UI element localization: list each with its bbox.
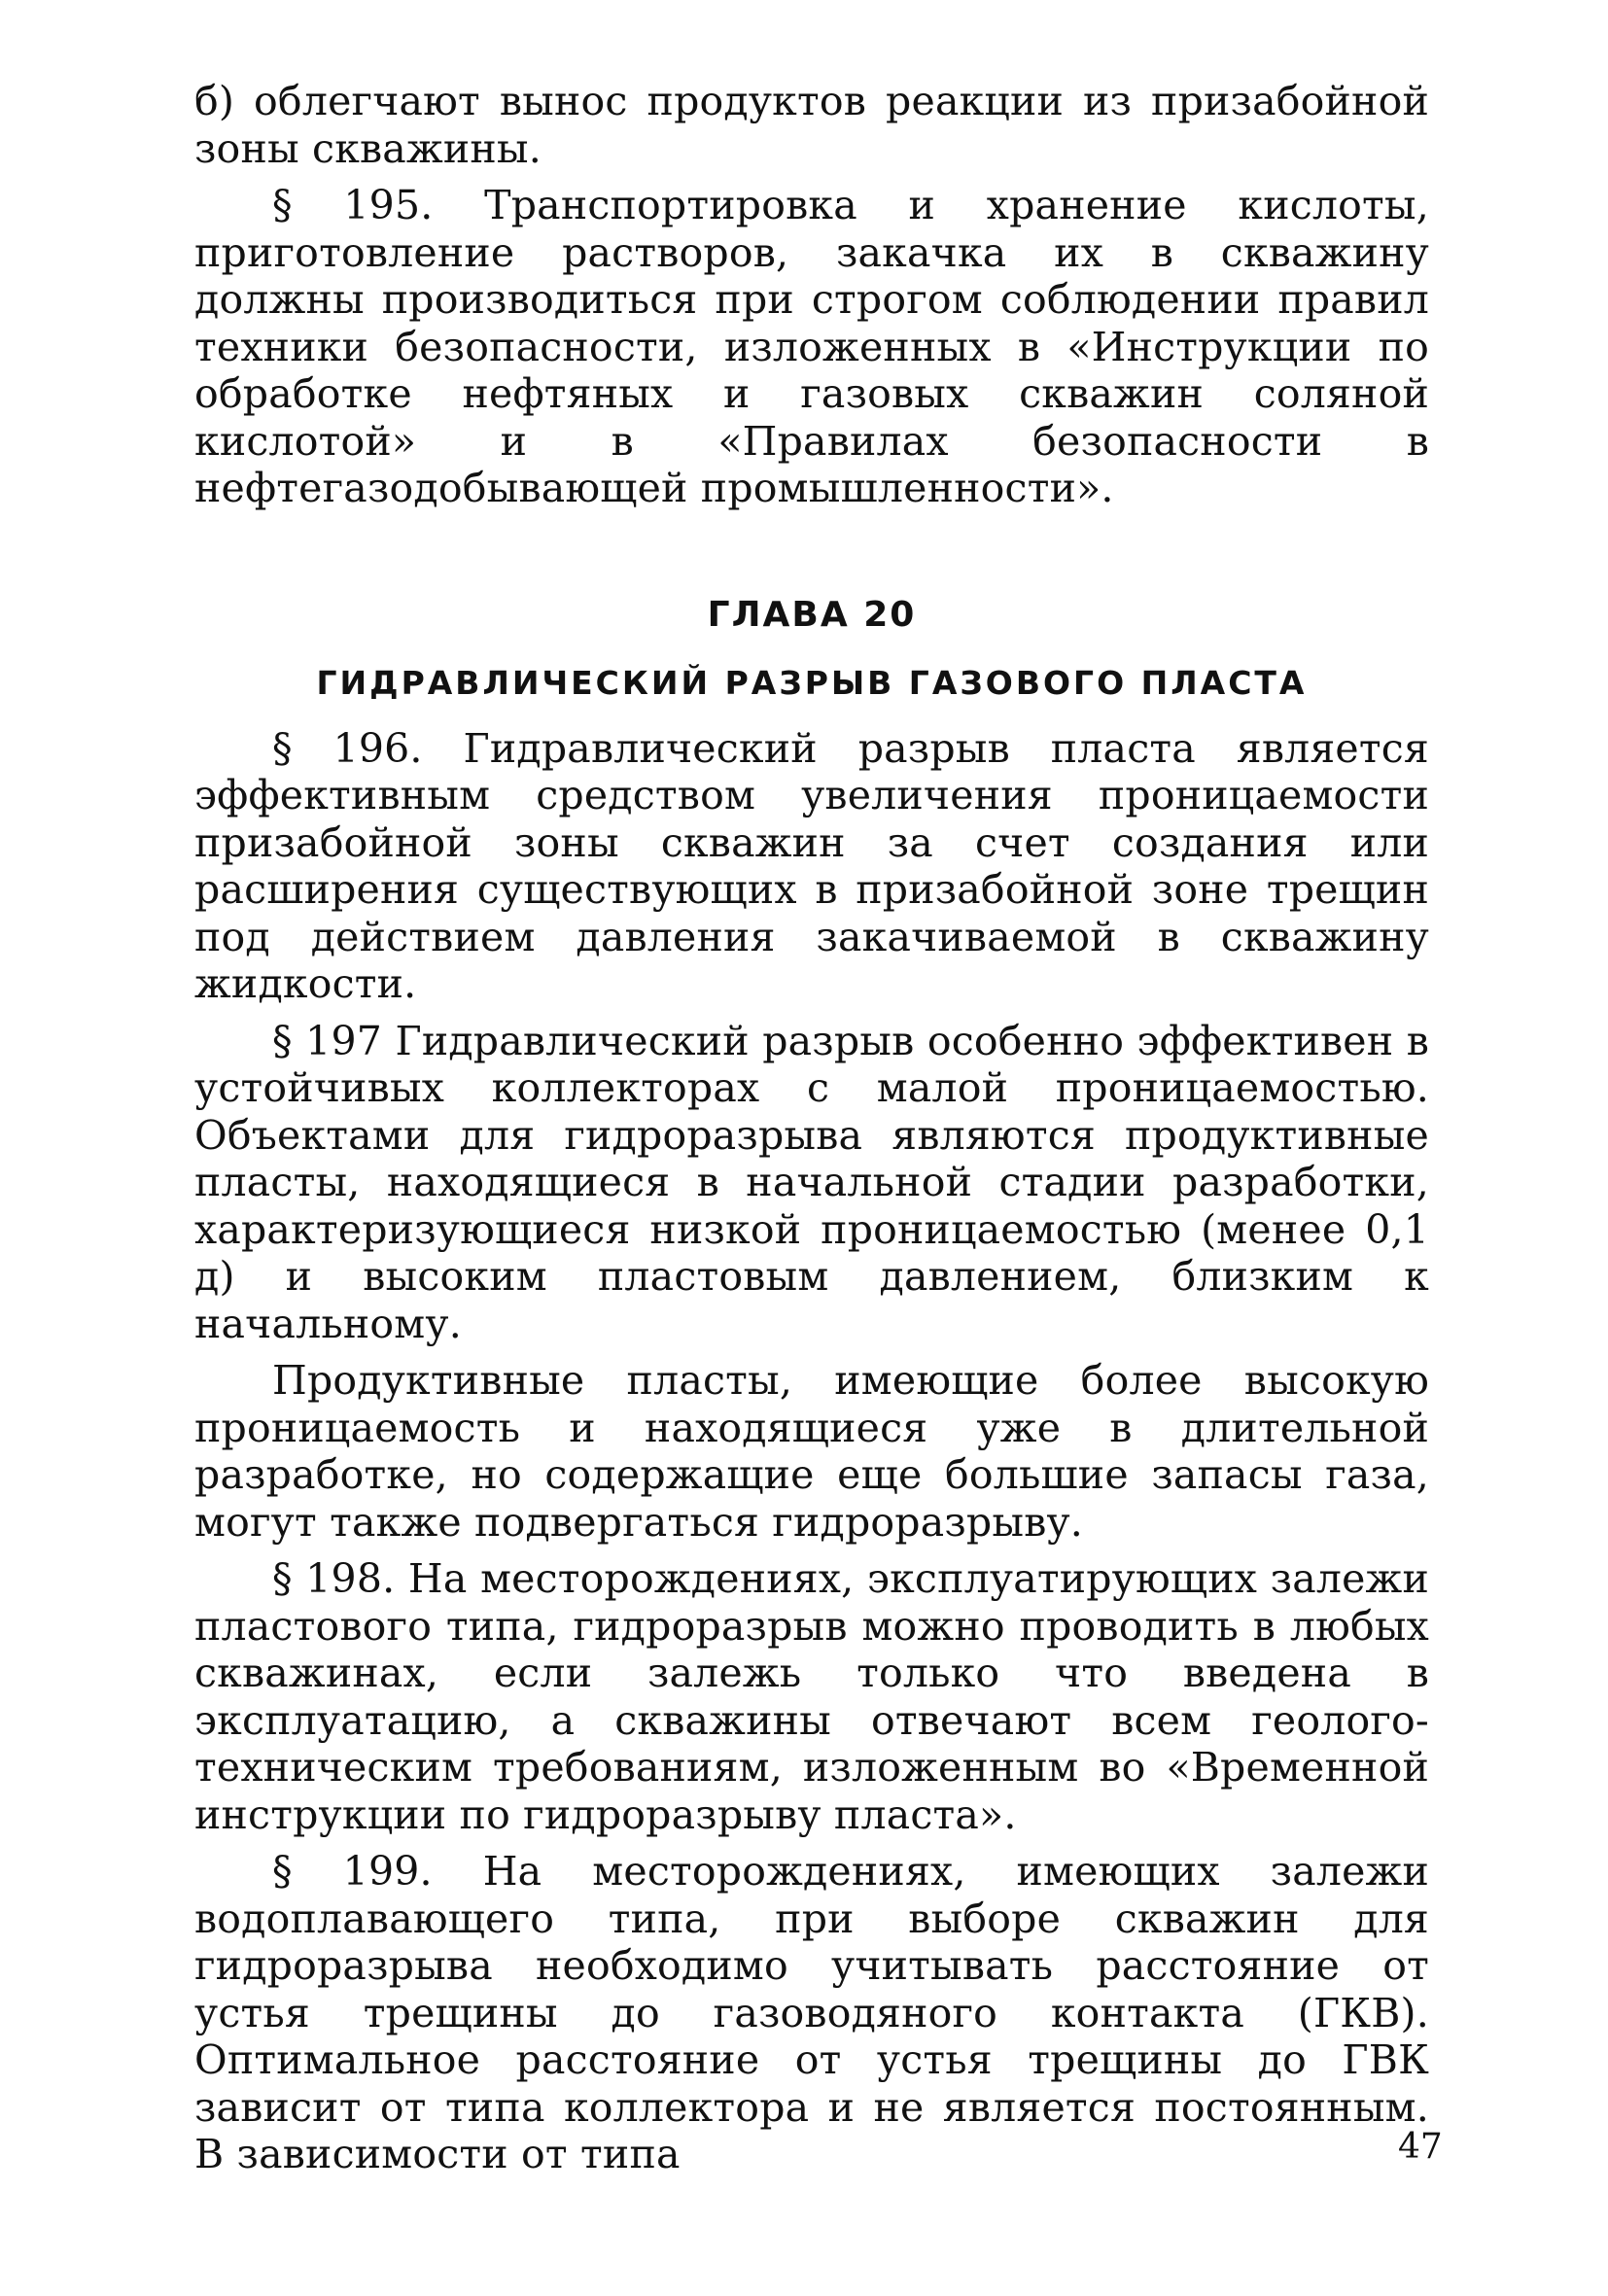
paragraph-195: § 195. Транспортировка и хранение кислоты, приготовление растворов, закачка их в скважину должны производиться при строгом соблюдении правил техники безопасности, изложенных в «Инструкции по обработке нефтяных и газовых скважин соляной кислотой» и в «Правилах безопасности в нефтегазодобывающей промышленности». xyxy=(194,182,1429,511)
paragraph-b-continuation: б) облегчают вынос продуктов реакции из призабойной зоны скважины. xyxy=(194,78,1429,172)
paragraph-196: § 196. Гидравлический разрыв пласта является эффективным средством увеличения проницаемости призабойной зоны скважин за счет создания или расширения существующих в призабойной зоне трещин под действием давления закачиваемой в скважину жидкости. xyxy=(194,724,1429,1007)
paragraph-197: § 197 Гидравлический разрыв особенно эффективен в устойчивых коллекторах с малой проницаемостью. Объектами для гидроразрыва являются продуктивные пласты, находящиеся в начальной стадии разработки, характеризующиеся низкой проницаемостью (менее 0,1 д) и высоким пластовым давлением, близким к начальному. xyxy=(194,1017,1429,1347)
document-page xyxy=(194,78,1429,2178)
paragraph-productive-layers: Продуктивные пласты, имеющие более высокую проницаемость и находящиеся уже в длительной разработке, но содержащие еще большие запасы газа, могут также подвергаться гидроразрыву. xyxy=(194,1357,1429,1546)
paragraph-199: § 199. На месторождениях, имеющих залежи водоплавающего типа, при выборе скважин для гидроразрыва необходимо учитывать расстояние от устья трещины до газоводяного контакта (ГКВ). Оптимальное расстояние от устья трещины до ГВК зависит от типа коллектора и не является постоянным. В зависимости от типа xyxy=(194,1848,1429,2177)
page-number: 47 xyxy=(1398,2127,1443,2167)
paragraph-198: § 198. На месторождениях, эксплуатирующих залежи пластового типа, гидроразрыв можно проводить в любых скважинах, если залежь только что введена в эксплуатацию, а скважины отвечают всем геолого-техническим требованиям, изложенным во «Временной инструкции по гидроразрыву пласта». xyxy=(194,1555,1429,1838)
chapter-title: ГИДРАВЛИЧЕСКИЙ РАЗРЫВ ГАЗОВОГО ПЛАСТА xyxy=(316,663,1308,702)
chapter-number: ГЛАВА 20 xyxy=(707,594,917,635)
chapter-heading xyxy=(194,595,1429,702)
